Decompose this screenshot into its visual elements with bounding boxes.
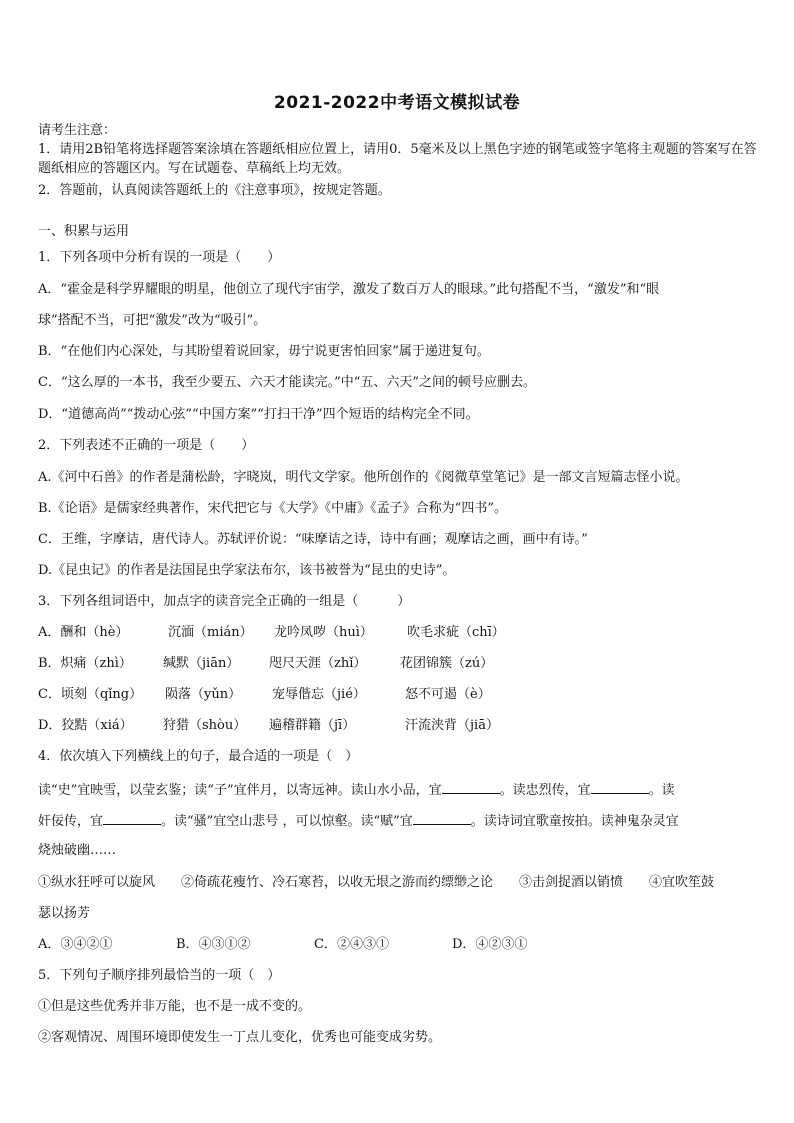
- q1-option-a-line1: A．“霍金是科学界耀眼的明星，他创立了现代宇宙学，激发了数百万人的眼球。”此句搭配不当，“激发”和“眼: [38, 282, 660, 297]
- notice-line-2: 2．答题前，认真阅读答题纸上的《注意事项》，按规定答题。: [38, 183, 391, 198]
- q3-d-word-3: 遍稽群籍（jī）: [269, 718, 356, 733]
- q4-text: 。读: [648, 783, 675, 798]
- q3-b-word-3: 咫尺天涯（zhǐ）: [269, 656, 367, 671]
- q3-option-c: [38, 685, 760, 705]
- q3-c-word-3: 宠辱偕忘（jié）: [272, 687, 366, 702]
- q3-d-word-2: 狩猎（shòu）: [163, 718, 247, 733]
- q4-stem: 4．依次填入下列横线上的句子，最合适的一项是（ ）: [38, 749, 359, 764]
- q1-option-a-line2: 球”搭配不当，可把“激发”改为“吸引”。: [38, 313, 267, 328]
- q3-a-word-1: A．酬和（hè）: [38, 625, 129, 640]
- q2-stem: 2．下列表述不正确的一项是（ ）: [38, 438, 255, 453]
- section-heading: 一、积累与运用: [38, 224, 130, 239]
- notice-line-1: 1．请用2B铅笔将选择题答案涂填在答题纸相应位置上，请用0．5毫米及以上黑色字迹的钢笔或签字笔将主观题的答案写在答题纸相应的答题区内。写在试题卷、草稿纸上均无效。: [38, 142, 757, 176]
- q3-b-word-4: 花团锦簇（zú）: [400, 656, 494, 671]
- q4-options: [38, 935, 760, 955]
- q3-d-word-1: D．狡黠（xiá）: [38, 718, 133, 733]
- q4-passage-line2: [38, 810, 760, 832]
- q4-option-a: A．③④②①: [38, 937, 113, 952]
- q3-stem: 3．下列各组词语中，加点字的读音完全正确的一组是（ ）: [38, 594, 411, 609]
- q4-text: 。读忠烈传，宜: [499, 783, 591, 798]
- q2-option-d: D.《昆虫记》的作者是法国昆虫学家法布尔，该书被誉为“昆虫的史诗”。: [38, 563, 456, 578]
- fill-blank: [442, 779, 500, 794]
- q2-option-b: B.《论语》是儒家经典著作，宋代把它与《大学》《中庸》《孟子》合称为“四书”。: [38, 501, 507, 516]
- q4-option-b: B．④③①②: [176, 937, 251, 952]
- q3-a-word-2: 沉湎（mián）: [168, 625, 253, 640]
- q1-option-d: D．“道德高尚”“拨动心弦”“中国方案”“打扫干净”四个短语的结构完全不同。: [38, 407, 479, 422]
- q3-a-word-4: 吹毛求疵（chī）: [407, 625, 505, 640]
- q3-option-d: [38, 716, 760, 736]
- q1-option-c: C．“这么厚的一本书，我至少要五、六天才能读完。”中“五、六天”之间的顿号应删去。: [38, 375, 537, 390]
- q2-option-a: A.《河中石兽》的作者是蒲松龄，字晓岚，明代文学家。他所创作的《阅微草堂笔记》是一部文言短篇志怪小说。: [38, 470, 689, 485]
- q4-passage-line1: [38, 779, 760, 801]
- q1-option-b: B．“在他们内心深处，与其盼望着说回家，毋宁说更害怕回家”属于递进复句。: [38, 344, 490, 359]
- q5-sentence-1: ①但是这些优秀并非万能，也不是一成不变的。: [38, 999, 312, 1014]
- q2-option-c: C．王维，字摩诘，唐代诗人。苏轼评价说：“味摩诘之诗，诗中有画；观摩诘之画，画中有诗。”: [38, 532, 588, 547]
- fill-blank: [103, 810, 161, 825]
- q4-passage-line3: 烧烛破幽……: [38, 843, 117, 858]
- q3-option-a: [38, 623, 760, 643]
- q3-c-word-4: 怒不可遏（è）: [405, 687, 491, 702]
- fill-blank: [413, 810, 471, 825]
- fill-blank: [591, 779, 649, 794]
- q3-b-word-2: 缄默（jiān）: [163, 656, 240, 671]
- q4-text: 。读诗词宜歌童按拍。读神鬼杂灵宜: [470, 814, 679, 829]
- q4-items-line1: ①纵水狂呼可以旋风 ②倚疏花瘦竹、冷石寒苔，以收无垠之游而约缥缈之论 ③击剑捉酒以销愤 ④宜吹笙鼓: [38, 875, 715, 890]
- q3-c-word-1: C．顷刻（qǐng）: [38, 687, 143, 702]
- notice-heading: 请考生注意：: [38, 123, 117, 138]
- q4-text: 。读“骚”宜空山悲号 ，可以惊壑。读“赋”宜: [161, 814, 413, 829]
- q4-items-line2: 瑟以扬芳: [38, 906, 91, 921]
- q4-text: 奸佞传，宜: [38, 814, 104, 829]
- q1-stem: 1．下列各项中分析有误的一项是（ ）: [38, 250, 281, 265]
- q3-c-word-2: 陨落（yǔn）: [165, 687, 242, 702]
- q5-stem: 5．下列句子顺序排列最恰当的一项（ ）: [38, 968, 281, 983]
- q3-d-word-4: 汗流浃背（jiā）: [405, 718, 499, 733]
- q3-b-word-1: B．炽痛（zhì）: [38, 656, 132, 671]
- page-title: 2021-2022中考语文模拟试卷: [273, 93, 521, 113]
- q5-sentence-2: ②客观情况、周围环境即使发生一丁点儿变化，优秀也可能变成劣势。: [38, 1030, 442, 1045]
- q4-option-c: C．②④③①: [314, 937, 389, 952]
- q4-option-d: D．④②③①: [452, 937, 528, 952]
- q3-option-b: [38, 654, 760, 674]
- q3-a-word-3: 龙吟凤哕（huì）: [274, 625, 373, 640]
- q4-text: 读“史”宜映雪，以莹玄鉴；读“子”宜伴月，以寄远神。读山水小品，宜: [38, 783, 442, 798]
